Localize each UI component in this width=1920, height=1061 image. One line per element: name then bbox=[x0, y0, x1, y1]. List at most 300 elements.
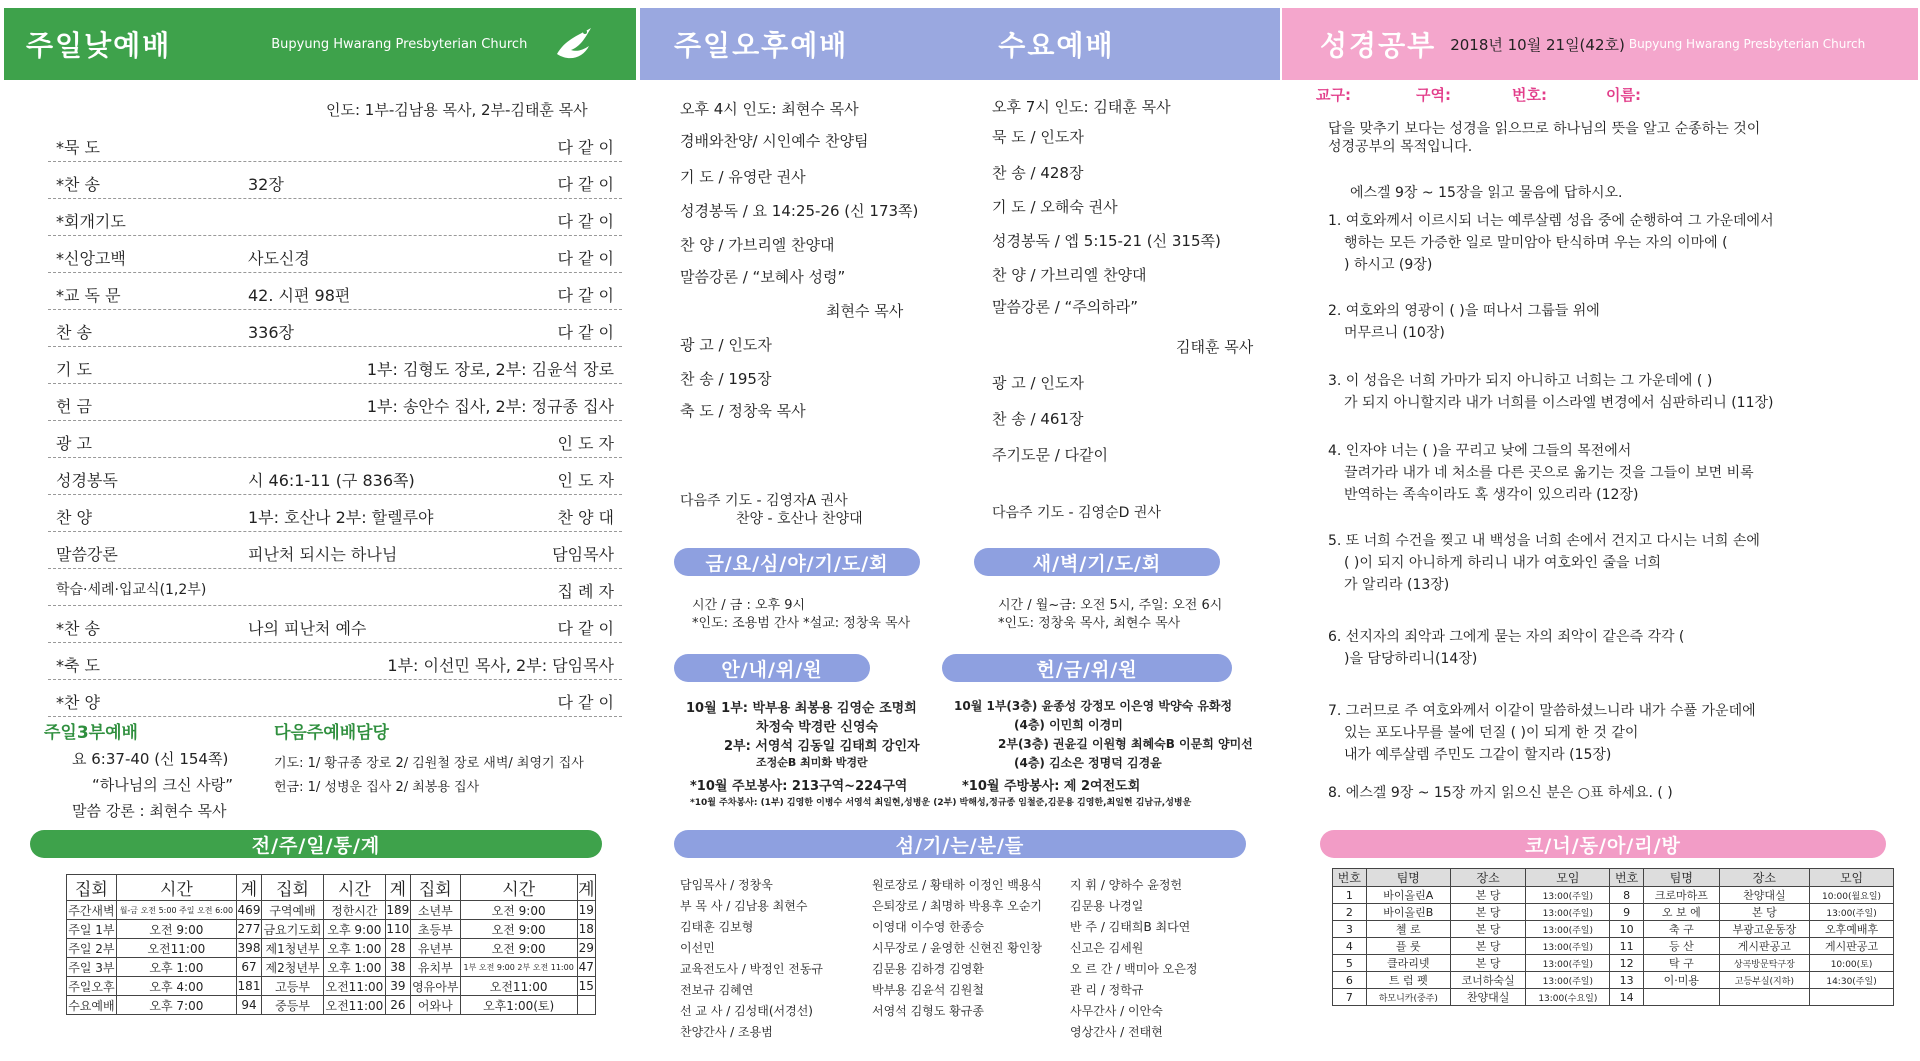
servant-line: 전보규 김혜연 bbox=[680, 983, 754, 997]
club-cell: 본 당 bbox=[1450, 921, 1526, 938]
question-line: 끌려가라 내가 네 처소를 다른 곳으로 옮기는 것을 그들이 보면 비록 bbox=[1344, 465, 1754, 481]
club-cell: 첼 로 bbox=[1366, 921, 1450, 938]
club-cell: 바이올린A bbox=[1366, 887, 1450, 904]
club-cell: 13:00(주일) bbox=[1526, 955, 1610, 972]
club-cell: 1 bbox=[1333, 887, 1367, 904]
intro-line: 답을 맞추기 보다는 성경을 읽으므로 하나님의 뜻을 알고 순종하는 것이 bbox=[1328, 121, 1761, 137]
servant-line: 이선민 bbox=[680, 941, 715, 955]
club-cell: 6 bbox=[1333, 972, 1367, 989]
question-line: 머무르니 (10장) bbox=[1344, 325, 1445, 341]
question-line: 6. 선지자의 죄악과 그에게 묻는 자의 죄악이 같은즉 각각 ( bbox=[1328, 629, 1685, 645]
stats-cell: 26 bbox=[385, 996, 410, 1015]
servant-line: 김문용 나경일 bbox=[1070, 899, 1144, 913]
question-line: 7. 그러므로 주 여호와께서 이같이 말씀하셨느니라 내가 수풀 가운데에 bbox=[1328, 703, 1756, 719]
club-cell: 13:00(주일) bbox=[1810, 904, 1894, 921]
service-leader: 인도: 1부-김남용 목사, 2부-김태훈 목사 bbox=[326, 101, 588, 119]
order-leader: 다 같 이 bbox=[557, 693, 614, 712]
page-title: 주일낮예배 bbox=[26, 29, 172, 62]
stats-cell: 영유아부 bbox=[410, 977, 460, 996]
stats-cell: 유치부 bbox=[410, 958, 460, 977]
afternoon-header bbox=[640, 8, 1280, 80]
club-cell: 13:00(주일) bbox=[1526, 972, 1610, 989]
club-row bbox=[1333, 972, 1894, 989]
stats-header-cell: 계 bbox=[577, 875, 595, 901]
stats-cell: 189 bbox=[385, 901, 410, 920]
club-header-cell: 장소 bbox=[1450, 869, 1526, 887]
sunday-service-column bbox=[0, 0, 640, 1061]
club-row bbox=[1333, 904, 1894, 921]
club-cell: 찬양대실 bbox=[1719, 887, 1809, 904]
wednesday-line: 찬 양 / 가브리엘 찬양대 bbox=[992, 266, 1147, 284]
afternoon-line: 성경봉독 / 요 14:25-26 (신 173쪽) bbox=[680, 202, 919, 220]
club-header-cell: 번호 bbox=[1333, 869, 1367, 887]
sunday-service-header bbox=[4, 8, 636, 80]
stats-cell: 19 bbox=[577, 901, 595, 920]
wednesday-line: 기 도 / 오해숙 권사 bbox=[992, 198, 1118, 216]
club-cell bbox=[1644, 989, 1720, 1006]
club-cell: 클라리넷 bbox=[1366, 955, 1450, 972]
issue-date: 2018년 10월 21일(42호) bbox=[1450, 35, 1625, 54]
club-cell bbox=[1810, 989, 1894, 1006]
club-cell: 4 bbox=[1333, 938, 1367, 955]
order-row bbox=[48, 163, 622, 199]
club-cell: 본 당 bbox=[1450, 887, 1526, 904]
servant-line: 이영대 이수영 한종승 bbox=[872, 920, 984, 934]
bulletin-service: *10월 주보봉사: 213구역~224구역 bbox=[690, 779, 908, 794]
club-cell: 오후예배후 bbox=[1810, 921, 1894, 938]
stats-header-cell: 계 bbox=[236, 875, 261, 901]
stats-row bbox=[67, 977, 596, 996]
club-cell: 축 구 bbox=[1644, 921, 1720, 938]
order-detail: 나의 피난처 예수 bbox=[248, 619, 367, 638]
wednesday-line: 성경봉독 / 엡 5:15-21 (신 315쪽) bbox=[992, 232, 1221, 250]
wednesday-line: 주기도문 / 다같이 bbox=[992, 446, 1109, 464]
order-detail: 32장 bbox=[248, 175, 284, 194]
stats-cell: 28 bbox=[385, 939, 410, 958]
club-row bbox=[1333, 955, 1894, 972]
order-label: 찬 양 bbox=[56, 508, 92, 527]
question-line: 있는 포도나무를 불에 던질 ( )이 되게 한 것 같이 bbox=[1344, 725, 1639, 741]
club-cell: 13:00(주일) bbox=[1526, 887, 1610, 904]
club-cell: 13 bbox=[1610, 972, 1644, 989]
stats-cell: 469 bbox=[236, 901, 261, 920]
stats-cell: 47 bbox=[577, 958, 595, 977]
club-cell: 고등부실(지하) bbox=[1719, 972, 1809, 989]
club-cell: 10:00(토) bbox=[1810, 955, 1894, 972]
club-cell: 게시판공고 bbox=[1719, 938, 1809, 955]
order-detail: 1부: 송안수 집사, 2부: 정규종 집사 bbox=[366, 397, 614, 416]
intro-line: 성경공부의 목적입니다. bbox=[1328, 139, 1473, 155]
stats-cell: 181 bbox=[236, 977, 261, 996]
club-cell: 13:00(수요일) bbox=[1526, 989, 1610, 1006]
stats-cell: 주일오후 bbox=[67, 977, 117, 996]
usher-line: 2부: 서영석 김동일 김태희 강인자 bbox=[724, 739, 920, 754]
order-row bbox=[48, 607, 622, 643]
stats-cell: 38 bbox=[385, 958, 410, 977]
church-name: Bupyung Hwarang Presbyterian Church bbox=[271, 36, 528, 52]
order-leader: 인 도 자 bbox=[557, 434, 614, 453]
question-line: 8. 에스겔 9장 ~ 15장 까지 읽으신 분은 ○표 하세요. ( ) bbox=[1328, 785, 1673, 801]
offering-line: 2부(3층) 권윤길 이원형 최혜숙B 이문희 양미선 bbox=[998, 737, 1253, 751]
order-row bbox=[48, 533, 622, 569]
order-label: *찬 송 bbox=[56, 175, 100, 194]
order-detail: 1부: 이선민 목사, 2부: 담임목사 bbox=[387, 656, 614, 675]
wednesday-line: 오후 7시 인도: 김태훈 목사 bbox=[992, 98, 1171, 116]
club-cell: 본 당 bbox=[1450, 938, 1526, 955]
club-cell: 13:00(주일) bbox=[1526, 921, 1610, 938]
order-detail: 1부: 김형도 장로, 2부: 김윤석 장로 bbox=[366, 360, 614, 379]
club-cell: 상곡방문탁구장 bbox=[1719, 955, 1809, 972]
stats-cell: 오후 1:00 bbox=[324, 958, 386, 977]
servant-line: 은퇴장로 / 최명하 박용후 오순기 bbox=[872, 899, 1042, 913]
club-header-row bbox=[1333, 869, 1894, 887]
order-detail: 시 46:1-11 (구 836쪽) bbox=[248, 471, 415, 490]
order-label: *신앙고백 bbox=[56, 249, 126, 268]
servant-line: 찬양간사 / 조용범 bbox=[680, 1025, 773, 1039]
club-cell: 본 당 bbox=[1450, 904, 1526, 921]
club-cell: 바이올린B bbox=[1366, 904, 1450, 921]
servant-line: 사무간사 / 이안숙 bbox=[1070, 1004, 1163, 1018]
order-label: 헌 금 bbox=[56, 397, 92, 416]
club-cell: 오 보 에 bbox=[1644, 904, 1720, 921]
order-label: 찬 송 bbox=[56, 323, 92, 342]
club-header-cell: 팀명 bbox=[1366, 869, 1450, 887]
stats-cell: 제1청년부 bbox=[262, 939, 324, 958]
stats-cell: 1부 오전 9:00 2부 오전 11:00 bbox=[460, 958, 577, 977]
order-label: 광 고 bbox=[56, 434, 92, 453]
stats-row bbox=[67, 920, 596, 939]
dove-logo-icon bbox=[551, 20, 599, 68]
order-leader: 다 같 이 bbox=[557, 138, 614, 157]
order-detail: 1부: 호산나 2부: 할렐루야 bbox=[248, 508, 434, 527]
wednesday-line: 말씀강론 / “주의하라” bbox=[992, 298, 1139, 316]
club-cell: 13:00(주일) bbox=[1526, 904, 1610, 921]
stats-cell: 주일 1부 bbox=[67, 920, 117, 939]
stats-cell: 오전11:00 bbox=[460, 977, 577, 996]
stats-cell bbox=[577, 996, 595, 1015]
servant-line: 지 휘 / 양하수 윤정헌 bbox=[1070, 878, 1183, 892]
servant-line: 신고은 김세원 bbox=[1070, 941, 1144, 955]
order-leader: 다 같 이 bbox=[557, 286, 614, 305]
stats-cell: 고등부 bbox=[262, 977, 324, 996]
order-row bbox=[48, 311, 622, 347]
stats-cell: 67 bbox=[236, 958, 261, 977]
field-name: 이름: bbox=[1606, 86, 1641, 104]
stats-header-cell: 계 bbox=[385, 875, 410, 901]
stats-cell: 오후 7:00 bbox=[116, 996, 236, 1015]
stats-cell: 주간새벽 bbox=[67, 901, 117, 920]
club-cell: 이·미용 bbox=[1644, 972, 1720, 989]
stats-cell: 초등부 bbox=[410, 920, 460, 939]
servant-line: 부 목 사 / 김남용 최현수 bbox=[680, 899, 808, 913]
club-cell: 9 bbox=[1610, 904, 1644, 921]
usher-line: 조정순B 최미화 박경란 bbox=[756, 756, 868, 769]
question-line: 가 되지 아니할지라 내가 너희를 이스라엘 변경에서 심판하리니 (11장) bbox=[1344, 395, 1774, 411]
stats-cell: 오후 1:00 bbox=[116, 958, 236, 977]
order-label: *찬 양 bbox=[56, 693, 100, 712]
question-line: 5. 또 너희 수건을 찢고 내 백성을 너희 손에서 건지고 다시는 너희 손에 bbox=[1328, 533, 1760, 549]
club-cell: 11 bbox=[1610, 938, 1644, 955]
wednesday-line: 김태훈 목사 bbox=[1176, 338, 1254, 356]
question-line: 가 알리라 (13장) bbox=[1344, 577, 1450, 593]
club-cell: 14 bbox=[1610, 989, 1644, 1006]
club-header-cell: 번호 bbox=[1610, 869, 1644, 887]
order-leader: 다 같 이 bbox=[557, 212, 614, 231]
stats-cell: 18 bbox=[577, 920, 595, 939]
afternoon-line: 기 도 / 유영란 권사 bbox=[680, 168, 806, 186]
question-line: 4. 인자야 너는 ( )을 꾸리고 낮에 그들의 목전에서 bbox=[1328, 443, 1632, 459]
offering-line: (4층) 김소은 정명덕 김경윤 bbox=[1014, 756, 1162, 770]
offering-line: 10월 1부(3층) 윤종성 강정모 이은영 박양숙 유화정 bbox=[954, 699, 1233, 713]
order-leader: 다 같 이 bbox=[557, 619, 614, 638]
stats-row bbox=[67, 996, 596, 1015]
order-label: *묵 도 bbox=[56, 138, 100, 157]
servant-line: 반 주 / 김태희B 최다연 bbox=[1070, 920, 1191, 934]
order-leader: 인 도 자 bbox=[557, 471, 614, 490]
afternoon-next-prayer: 다음주 기도 - 김영자A 권사 bbox=[680, 493, 848, 509]
question-line: 행하는 모든 가증한 일로 말미암아 탄식하며 우는 자의 이마에 ( bbox=[1344, 235, 1728, 251]
order-label: *회개기도 bbox=[56, 212, 126, 231]
dawn-prayer-title: 새/벽/기/도/회 bbox=[974, 548, 1220, 576]
stats-cell: 277 bbox=[236, 920, 261, 939]
servant-line: 서영석 김형도 황규종 bbox=[872, 1004, 984, 1018]
afternoon-line: 최현수 목사 bbox=[826, 302, 904, 320]
club-room-title: 코/너/동/아/리/방 bbox=[1320, 830, 1886, 858]
order-row bbox=[48, 274, 622, 310]
stats-cell: 수요예배 bbox=[67, 996, 117, 1015]
kitchen-service: *10월 주방봉사: 제 2여전도회 bbox=[962, 779, 1141, 794]
stats-cell: 어와나 bbox=[410, 996, 460, 1015]
afternoon-line: 오후 4시 인도: 최현수 목사 bbox=[680, 100, 859, 118]
stats-cell: 구역예배 bbox=[262, 901, 324, 920]
club-cell: 부광고운동장 bbox=[1719, 921, 1809, 938]
club-cell: 본 당 bbox=[1450, 955, 1526, 972]
stats-header-cell: 집회 bbox=[262, 875, 324, 901]
stats-cell: 오전 9:00 bbox=[460, 920, 577, 939]
servant-line: 원로장로 / 황태하 이정인 백용식 bbox=[872, 878, 1042, 892]
order-label: *교 독 문 bbox=[56, 286, 121, 305]
stats-cell: 금요기도회 bbox=[262, 920, 324, 939]
order-row bbox=[48, 681, 622, 717]
afternoon-line: 축 도 / 정창욱 목사 bbox=[680, 402, 806, 420]
stats-cell: 주일 2부 bbox=[67, 939, 117, 958]
order-label: 말씀강론 bbox=[56, 545, 118, 564]
servant-line: 교육전도사 / 박정인 전동규 bbox=[680, 962, 823, 976]
order-leader: 담임목사 bbox=[552, 545, 614, 564]
stats-cell: 제2청년부 bbox=[262, 958, 324, 977]
dawn-prayer-line: *인도: 정창욱 목사, 최현수 목사 bbox=[998, 616, 1181, 631]
servant-line: 관 리 / 정학규 bbox=[1070, 983, 1144, 997]
wednesday-next-prayer: 다음주 기도 - 김영순D 권사 bbox=[992, 505, 1161, 521]
order-detail: 사도신경 bbox=[248, 249, 310, 268]
order-leader: 다 같 이 bbox=[557, 249, 614, 268]
club-cell: 10 bbox=[1610, 921, 1644, 938]
weekly-stats-table bbox=[66, 874, 596, 1015]
next-week-line: 헌금: 1/ 성병운 집사 2/ 최봉용 집사 bbox=[274, 780, 480, 795]
club-cell: 12 bbox=[1610, 955, 1644, 972]
afternoon-line: 경배와찬양/ 시인예수 찬양팀 bbox=[680, 132, 869, 150]
club-cell: 등 산 bbox=[1644, 938, 1720, 955]
servant-line: 선 교 사 / 김성태(서경선) bbox=[680, 1004, 813, 1018]
club-row bbox=[1333, 887, 1894, 904]
servant-line: 담임목사 / 정창욱 bbox=[680, 878, 773, 892]
afternoon-line: 광 고 / 인도자 bbox=[680, 336, 772, 354]
next-week-line: 기도: 1/ 황규종 장로 2/ 김원철 장로 새벽/ 최영기 집사 bbox=[274, 756, 584, 771]
stats-cell: 39 bbox=[385, 977, 410, 996]
afternoon-wednesday-column bbox=[640, 0, 1280, 1061]
field-number: 번호: bbox=[1512, 86, 1547, 104]
field-parish: 교구: bbox=[1316, 86, 1351, 104]
usher-line: 10월 1부: 박부용 최봉용 김영순 조명희 bbox=[686, 701, 917, 716]
club-cell: 7 bbox=[1333, 989, 1367, 1006]
friday-prayer-title: 금/요/심/야/기/도/회 bbox=[674, 548, 920, 576]
order-leader: 집 례 자 bbox=[557, 582, 614, 601]
order-row bbox=[48, 422, 622, 458]
servants-title: 섬/기/는/분/들 bbox=[674, 830, 1246, 858]
question-line: 3. 이 성읍은 너희 가마가 되지 아니하고 너희는 그 가운데에 ( ) bbox=[1328, 373, 1713, 389]
wednesday-line: 광 고 / 인도자 bbox=[992, 374, 1084, 392]
stats-header-cell: 시간 bbox=[460, 875, 577, 901]
wednesday-line: 묵 도 / 인도자 bbox=[992, 128, 1084, 146]
parking-service: *10월 주차봉사: (1부) 김영한 이병수 서영석 최일현,성병운 (2부) 박해성,정규종 임철준,김문용 김영한,최일현 김남규,성병운 bbox=[690, 798, 1192, 808]
order-detail: 피난처 되시는 하나님 bbox=[248, 545, 398, 564]
order-detail: 336장 bbox=[248, 323, 294, 342]
usher-committee-title: 안/내/위/원 bbox=[674, 654, 870, 682]
afternoon-line: 찬 송 / 195장 bbox=[680, 370, 772, 388]
club-header-cell: 팀명 bbox=[1644, 869, 1720, 887]
club-cell: 8 bbox=[1610, 887, 1644, 904]
stats-cell: 29 bbox=[577, 939, 595, 958]
afternoon-line: 말씀강론 / “보혜사 성령” bbox=[680, 268, 846, 286]
club-cell: 게시판공고 bbox=[1810, 938, 1894, 955]
order-leader: 다 같 이 bbox=[557, 175, 614, 194]
club-cell: 5 bbox=[1333, 955, 1367, 972]
order-label: *찬 송 bbox=[56, 619, 100, 638]
order-row bbox=[48, 348, 622, 384]
club-cell: 본 당 bbox=[1719, 904, 1809, 921]
stats-row bbox=[67, 958, 596, 977]
order-label: 학습·세례·입교식(1,2부) bbox=[56, 582, 207, 598]
usher-line: 차정숙 박경란 신영숙 bbox=[756, 720, 879, 735]
order-leader: 찬 양 대 bbox=[557, 508, 614, 527]
club-header-cell: 모임 bbox=[1810, 869, 1894, 887]
stats-row bbox=[67, 939, 596, 958]
stats-cell: 오후 4:00 bbox=[116, 977, 236, 996]
question-line: 2. 여호와의 영광이 ( )을 떠나서 그룹들 위에 bbox=[1328, 303, 1600, 319]
question-prompt: 에스겔 9장 ~ 15장을 읽고 물음에 답하시오. bbox=[1350, 185, 1623, 201]
club-cell: 플 룻 bbox=[1366, 938, 1450, 955]
club-cell: 하모니카(중주) bbox=[1366, 989, 1450, 1006]
servant-line: 박부용 김윤석 김원철 bbox=[872, 983, 984, 997]
stats-cell: 중등부 bbox=[262, 996, 324, 1015]
servant-line: 김문용 김하경 김영환 bbox=[872, 962, 984, 976]
club-header-cell: 모임 bbox=[1526, 869, 1610, 887]
stats-header-cell: 집회 bbox=[67, 875, 117, 901]
servant-line: 영상간사 / 전태현 bbox=[1070, 1025, 1163, 1039]
club-row bbox=[1333, 938, 1894, 955]
question-line: )을 담당하리니(14장) bbox=[1344, 651, 1478, 667]
club-room-table bbox=[1332, 868, 1894, 1006]
question-line: 반역하는 족속이라도 혹 생각이 있으리라 (12장) bbox=[1344, 487, 1639, 503]
servant-line: 오 르 간 / 백미아 오은정 bbox=[1070, 962, 1198, 976]
club-cell: 2 bbox=[1333, 904, 1367, 921]
servant-line: 김태훈 김보형 bbox=[680, 920, 754, 934]
club-cell: 3 bbox=[1333, 921, 1367, 938]
weekly-stats-title: 전/주/일/통/계 bbox=[30, 830, 602, 858]
stats-cell: 월-금 오전 5:00 주일 오전 6:00 bbox=[116, 901, 236, 920]
servant-line: 시무장로 / 윤영한 신현진 황인창 bbox=[872, 941, 1042, 955]
bible-study-title: 성경공부 bbox=[1320, 29, 1437, 62]
question-line: 1. 여호와께서 이르시되 너는 예루살렘 성읍 중에 순행하여 그 가운데에서 bbox=[1328, 213, 1774, 229]
order-row bbox=[48, 200, 622, 236]
question-line: 내가 예루살렘 주민도 그같이 할지라 (15장) bbox=[1344, 747, 1612, 763]
club-header-cell: 장소 bbox=[1719, 869, 1809, 887]
stats-cell: 398 bbox=[236, 939, 261, 958]
offering-committee-title: 헌/금/위/원 bbox=[942, 654, 1232, 682]
stats-cell: 오전11:00 bbox=[324, 977, 386, 996]
third-service-line: 요 6:37-40 (신 154쪽) bbox=[72, 750, 229, 768]
stats-cell: 오후 9:00 bbox=[324, 920, 386, 939]
stats-cell: 유년부 bbox=[410, 939, 460, 958]
order-row bbox=[48, 644, 622, 680]
order-row bbox=[48, 126, 622, 162]
club-cell bbox=[1719, 989, 1809, 1006]
stats-cell: 정한시간 bbox=[324, 901, 386, 920]
club-cell: 찬양대실 bbox=[1450, 989, 1526, 1006]
stats-header-cell: 시간 bbox=[116, 875, 236, 901]
church-name-study: Bupyung Hwarang Presbyterian Church bbox=[1628, 37, 1866, 51]
club-cell: 코너하숙실 bbox=[1450, 972, 1526, 989]
friday-prayer-line: 시간 / 금 : 오후 9시 bbox=[692, 598, 806, 613]
order-row bbox=[48, 496, 622, 532]
stats-cell: 15 bbox=[577, 977, 595, 996]
stats-cell: 오전 9:00 bbox=[460, 939, 577, 958]
stats-header-cell: 시간 bbox=[324, 875, 386, 901]
stats-cell: 오후1:00(토) bbox=[460, 996, 577, 1015]
stats-cell: 오전11:00 bbox=[116, 939, 236, 958]
order-leader: 다 같 이 bbox=[557, 323, 614, 342]
wednesday-title: 수요예배 bbox=[998, 29, 1115, 62]
order-detail: 42. 시편 98편 bbox=[248, 286, 351, 305]
afternoon-next-choir: 찬양 - 호산나 찬양대 bbox=[736, 511, 863, 527]
stats-cell: 94 bbox=[236, 996, 261, 1015]
bible-study-column bbox=[1280, 0, 1920, 1061]
club-row bbox=[1333, 921, 1894, 938]
order-row bbox=[48, 237, 622, 273]
club-cell: 크로마하프 bbox=[1644, 887, 1720, 904]
offering-line: (4층) 이민희 이경미 bbox=[1014, 718, 1123, 732]
friday-prayer-line: *인도: 조용범 간사 *설교: 정창욱 목사 bbox=[692, 616, 911, 631]
stats-cell: 오전 9:00 bbox=[460, 901, 577, 920]
order-label: 기 도 bbox=[56, 360, 92, 379]
dawn-prayer-line: 시간 / 월~금: 오전 5시, 주일: 오전 6시 bbox=[998, 598, 1223, 613]
order-row bbox=[48, 459, 622, 495]
stats-cell: 오전11:00 bbox=[324, 996, 386, 1015]
order-label: 성경봉독 bbox=[56, 471, 118, 490]
question-line: ) 하시고 (9장) bbox=[1344, 257, 1433, 273]
order-label: *축 도 bbox=[56, 656, 100, 675]
field-district: 구역: bbox=[1416, 86, 1451, 104]
next-week-title: 다음주예배담당 bbox=[274, 723, 389, 743]
bible-study-header bbox=[1282, 8, 1918, 80]
stats-cell: 소년부 bbox=[410, 901, 460, 920]
third-service-title: 주일3부예배 bbox=[44, 723, 138, 743]
stats-cell: 110 bbox=[385, 920, 410, 939]
stats-row bbox=[67, 901, 596, 920]
third-service-line: “하나님의 크신 사랑” bbox=[92, 776, 233, 794]
afternoon-line: 찬 양 / 가브리엘 찬양대 bbox=[680, 236, 835, 254]
stats-header-row bbox=[67, 875, 596, 901]
